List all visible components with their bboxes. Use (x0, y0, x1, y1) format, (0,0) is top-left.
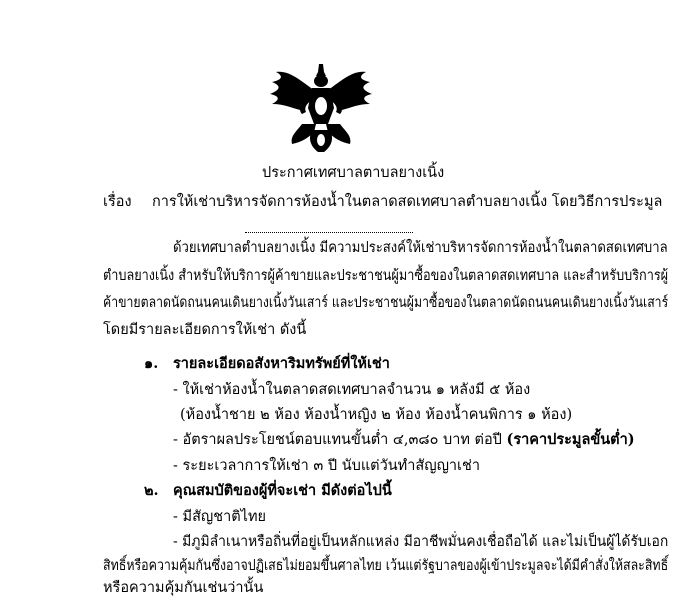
dotted-divider (245, 232, 413, 233)
section-1-number: ๑. (144, 355, 159, 372)
section-1-title: รายละเอียดอสังหาริมทรัพย์ที่ให้เช่า (173, 355, 390, 372)
garuda-emblem-icon (262, 62, 380, 154)
section-2-item-1: - มีสัญชาติไทย (173, 509, 267, 525)
subject-text: การให้เช่าบริหารจัดการห้องน้ำในตลาดสดเทศบาลตำบลยางเนิ้ง โดยวิธีการประมูล (152, 194, 663, 210)
section-2-title: คุณสมบัติของผู้ที่จะเช่า มีดังต่อไปนี้ (173, 482, 392, 499)
subject-label: เรื่อง (103, 194, 132, 210)
section-1-item-2-text: - อัตราผลประโยชน์ตอบแทนขั้นต่ำ ๔,๓๘๐ บาท ต่อปี (173, 432, 507, 448)
section-1-item-3: - ระยะเวลาการให้เช่า ๓ ปี นับแต่วันทำสัญญาเช่า (173, 458, 480, 474)
section-1-item-1-detail: (ห้องน้ำชาย ๒ ห้อง ห้องน้ำหญิง ๒ ห้อง ห้องน้ำคนพิการ ๑ ห้อง) (180, 407, 573, 423)
intro-line-3: ค้าขายตลาดนัดถนนคนเดินยางเนิ้งวันเสาร์ และประชาชนผู้มาซื้อของในตลาดนัดถนนคนเดินยางเนิ้งวันเสาร์ (103, 295, 669, 311)
section-1-item-2-bold: (ราคาประมูลขั้นต่ำ) (506, 431, 635, 448)
section-1-item-1: - ให้เช่าห้องน้ำในตลาดสดเทศบาลจำนวน ๑ หลังมี ๕ ห้อง (173, 382, 531, 398)
section-2-item-2-line-2: สิทธิ์หรือความคุ้มกันซึ่งอาจปฏิเสธไม่ยอมขึ้นศาลไทย เว้นแต่รัฐบาลของผู้เข้าประมูลจะได้มีคำสั่งให้สละสิทธิ์ (103, 558, 669, 574)
section-2-item-2-line-1: - มีภูมิลำเนาหรือถิ่นที่อยู่เป็นหลักแหล่ง มีอาชีพมั่นคงเชื่อถือได้ และไม่เป็นผู้ได้รับเอก (173, 534, 669, 550)
section-2-number: ๒. (144, 482, 159, 499)
section-1-item-2 (173, 430, 635, 450)
intro-line-2: ตำบลยางเนิ้ง สำหรับให้บริการผู้ค้าขายและประชาชนผู้มาซื้อของในตลาดสดเทศบาล และสำหรับบริการผู้ (103, 268, 669, 284)
intro-line-1: ด้วยเทศบาลตำบลยางเนิ้ง มีความประสงค์ให้เช่าบริหารจัดการห้องน้ำในตลาดสดเทศบาล (173, 240, 668, 256)
intro-line-4: โดยมีรายละเอียดการให้เช่า ดังนี้ (103, 322, 307, 338)
document-title: ประกาศเทศบาลตาบลยางเนิ้ง (262, 165, 445, 181)
section-2-item-2-line-3: หรือความคุ้มกันเช่นว่านั้น (103, 580, 264, 596)
